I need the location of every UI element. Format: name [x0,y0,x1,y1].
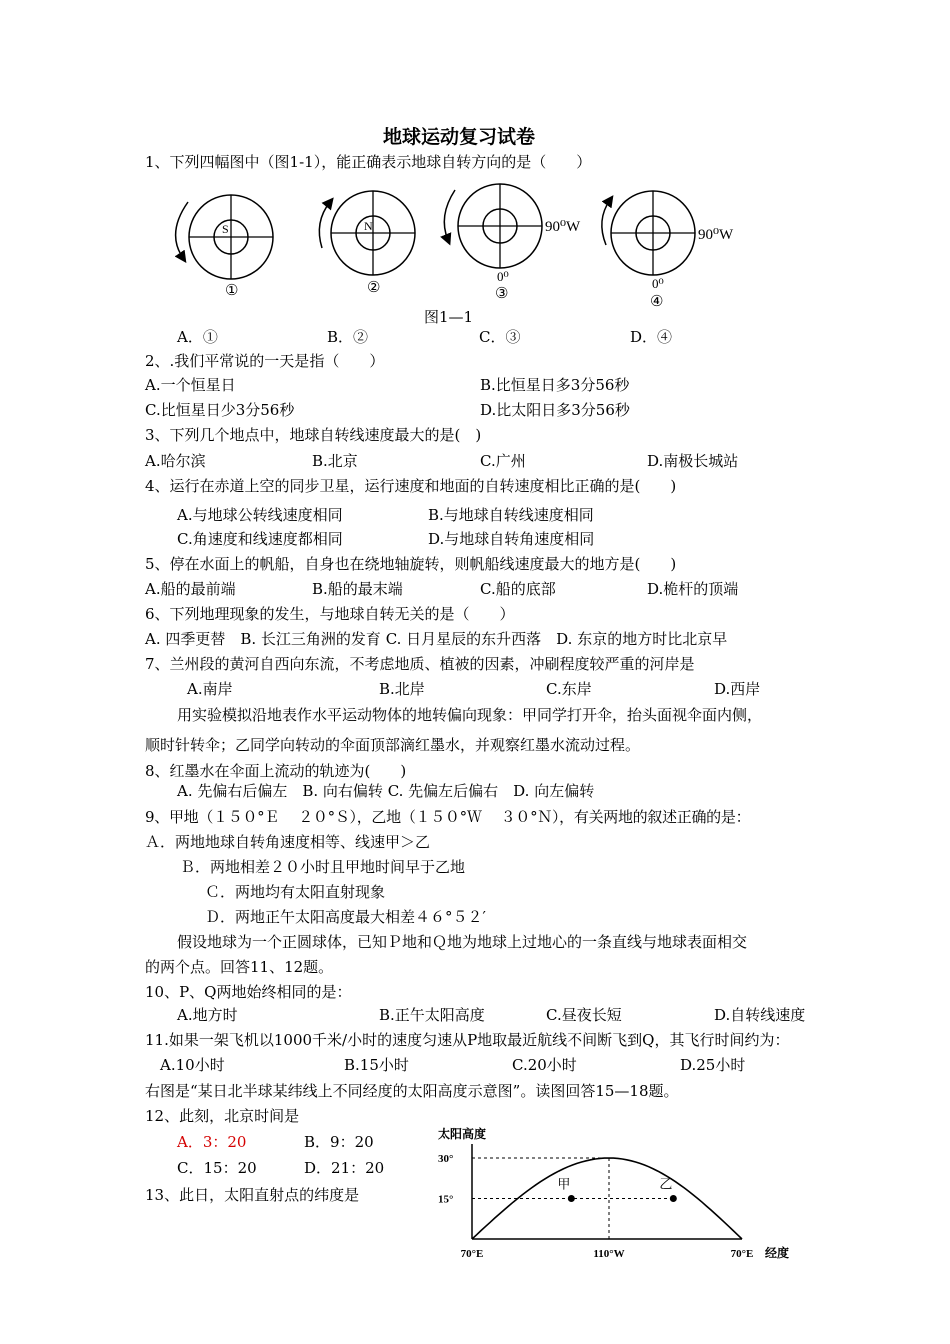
diagram-number: ② [367,280,381,296]
x-tick-label: 70°E [730,1248,754,1260]
q5-option-b[interactable]: B.船的最末端 [312,580,403,598]
q11-option-c[interactable]: C.20小时 [512,1056,577,1074]
data-point [568,1195,575,1202]
q3-option-d[interactable]: D.南极长城站 [647,452,739,470]
q7-stem: 7、兰州段的黄河自西向东流，不考虑地质、植被的因素，冲刷程度较严重的河岸是 [145,655,695,673]
q2-option-d[interactable]: D.比太阳日多3分56秒 [480,401,630,419]
q1-option-c[interactable]: C．③ [479,328,521,346]
point-label: 乙 [659,1176,673,1192]
y-tick-label: 15° [438,1193,454,1206]
y-tick-label: 30° [438,1153,454,1165]
q11-option-b[interactable]: B.15小时 [344,1056,409,1074]
q6-options[interactable]: A. 四季更替 B. 长江三角洲的发育 C. 日月星辰的东升西落 D. 东京的地方时比北京早 [145,630,728,648]
diagram-number: ③ [495,286,509,302]
q10-option-a[interactable]: A.地方时 [177,1006,238,1024]
q12-stem: 12、此刻，北京时间是 [145,1107,300,1125]
q12-option-c[interactable]: C．15：20 [177,1159,257,1177]
q10-option-d[interactable]: D.自转线速度 [714,1006,806,1024]
passage-pq-line2: 的两个点。回答11、12题。 [145,958,334,976]
q1-option-d[interactable]: D．④ [630,328,673,346]
point-label: 甲 [557,1176,571,1192]
rotation-arrow-icon [602,200,610,245]
x-tick-label: 110°W [593,1248,625,1260]
q4-option-c[interactable]: C.角速度和线速度都相同 [177,530,343,548]
q9-option-a[interactable]: Ａ．两地地球自转角速度相等、线速甲＞乙 [145,833,431,851]
q10-option-b[interactable]: B.正午太阳高度 [379,1006,485,1024]
q7-option-a[interactable]: A.南岸 [187,680,233,698]
q2-option-a[interactable]: A.一个恒星日 [145,376,236,394]
rotation-arrow-icon [444,190,455,240]
globe-diagram-4 [602,191,734,310]
q9-option-c[interactable]: Ｃ．两地均有太阳直射现象 [205,883,386,901]
q3-option-b[interactable]: B.北京 [312,452,358,470]
longitude-label: 90⁰W [545,219,581,235]
q11-option-d[interactable]: D.25小时 [680,1056,746,1074]
q12-option-b[interactable]: B．9：20 [304,1133,374,1151]
q3-option-c[interactable]: C.广州 [480,452,526,470]
q5-option-a[interactable]: A.船的最前端 [145,580,236,598]
q8-options[interactable]: A. 先偏右后偏左 B. 向右偏转 C. 先偏左后偏右 D. 向左偏转 [177,782,595,800]
q1-option-a[interactable]: A．① [177,328,218,346]
q12-option-d[interactable]: D．21：20 [304,1159,385,1177]
passage-umbrella-line2: 顺时针转伞；乙同学向转动的伞面顶部滴红墨水，并观察红墨水流动过程。 [145,736,641,754]
q3-option-a[interactable]: A.哈尔滨 [145,452,206,470]
passage-umbrella-line1: 用实验模拟沿地表作水平运动物体的地转偏向现象：甲同学打开伞，抬头面视伞面内侧， [177,706,763,724]
prime-meridian-label: 0⁰ [497,269,509,284]
diagram-number: ④ [650,294,664,310]
q12-option-a[interactable]: A．3：20 [177,1133,247,1151]
solar-altitude-chart [420,1118,820,1268]
q4-option-b[interactable]: B.与地球自转线速度相同 [428,506,594,524]
q11-stem: 11.如果一架飞机以1000千米/小时的速度匀速从P地取最近航线不间断飞到Q，其飞行时间约为： [145,1031,790,1049]
q9-stem: 9、甲地（１５０°Ｅ ２０°Ｓ），乙地（１５０°Ｗ ３０°Ｎ），有关两地的叙述正确的是： [145,808,751,826]
q6-stem: 6、下列地理现象的发生，与地球自转无关的是（ ） [145,605,515,623]
q2-option-b[interactable]: B.比恒星日多3分56秒 [480,376,630,394]
diagram-number: ① [225,283,239,299]
globe-diagram-2 [319,191,415,296]
passage-pq-line1: 假设地球为一个正圆球体，已知Ｐ地和Ｑ地为地球上过地心的一条直线与地球表面相交 [177,933,748,951]
x-tick-label: 70°E [460,1248,484,1260]
q9-option-d[interactable]: Ｄ．两地正午太阳高度最大相差４６°５２′ [205,908,486,926]
q5-option-d[interactable]: D.桅杆的顶端 [647,580,739,598]
rotation-arrow-icon [319,202,330,248]
pole-label: S [222,222,229,236]
prime-meridian-label: 0⁰ [652,276,664,291]
q10-stem: 10、P、Q两地始终相同的是： [145,983,352,1001]
q8-stem: 8、红墨水在伞面上流动的轨迹为( ) [145,762,407,780]
chart-ylabel: 太阳高度 [438,1127,487,1141]
globe-diagram-1 [176,195,273,299]
page-title: 地球运动复习试卷 [383,126,536,148]
q2-option-c[interactable]: C.比恒星日少3分56秒 [145,401,295,419]
pole-label: N [364,219,373,233]
q5-stem: 5、停在水面上的帆船，自身也在绕地轴旋转，则帆船线速度最大的地方是( ) [145,555,677,573]
q9-option-b[interactable]: Ｂ．两地相差２０小时且甲地时间早于乙地 [180,858,466,876]
q1-stem: 1、下列四幅图中（图1-1），能正确表示地球自转方向的是（ ） [145,153,592,171]
globe-diagram-3 [444,184,581,302]
q13-stem: 13、此日，太阳直射点的纬度是 [145,1186,360,1204]
q7-option-d[interactable]: D.西岸 [714,680,761,698]
data-point [670,1195,677,1202]
q11-option-a[interactable]: A.10小时 [160,1056,225,1074]
q4-option-d[interactable]: D.与地球自转角速度相同 [428,530,595,548]
q3-stem: 3、下列几个地点中，地球自转线速度最大的是( ) [145,426,482,444]
q4-stem: 4、运行在赤道上空的同步卫星，运行速度和地面的自转速度相比正确的是( ) [145,477,677,495]
q1-option-b[interactable]: B．② [327,328,369,346]
q10-option-c[interactable]: C.昼夜长短 [546,1006,622,1024]
passage-chart-intro: 右图是“某日北半球某纬线上不同经度的太阳高度示意图”。读图回答15—18题。 [145,1082,679,1100]
longitude-label: 90⁰W [698,227,734,243]
chart-xlabel: 经度 [765,1246,790,1260]
q4-option-a[interactable]: A.与地球公转线速度相同 [177,506,343,524]
q5-option-c[interactable]: C.船的底部 [480,580,556,598]
figure-caption: 图1—1 [424,308,474,326]
globe-rotation-figure [0,178,950,348]
q7-option-b[interactable]: B.北岸 [379,680,425,698]
q2-stem: 2、.我们平常说的一天是指（ ） [145,352,385,370]
rotation-arrow-icon [176,202,188,258]
q7-option-c[interactable]: C.东岸 [546,680,592,698]
